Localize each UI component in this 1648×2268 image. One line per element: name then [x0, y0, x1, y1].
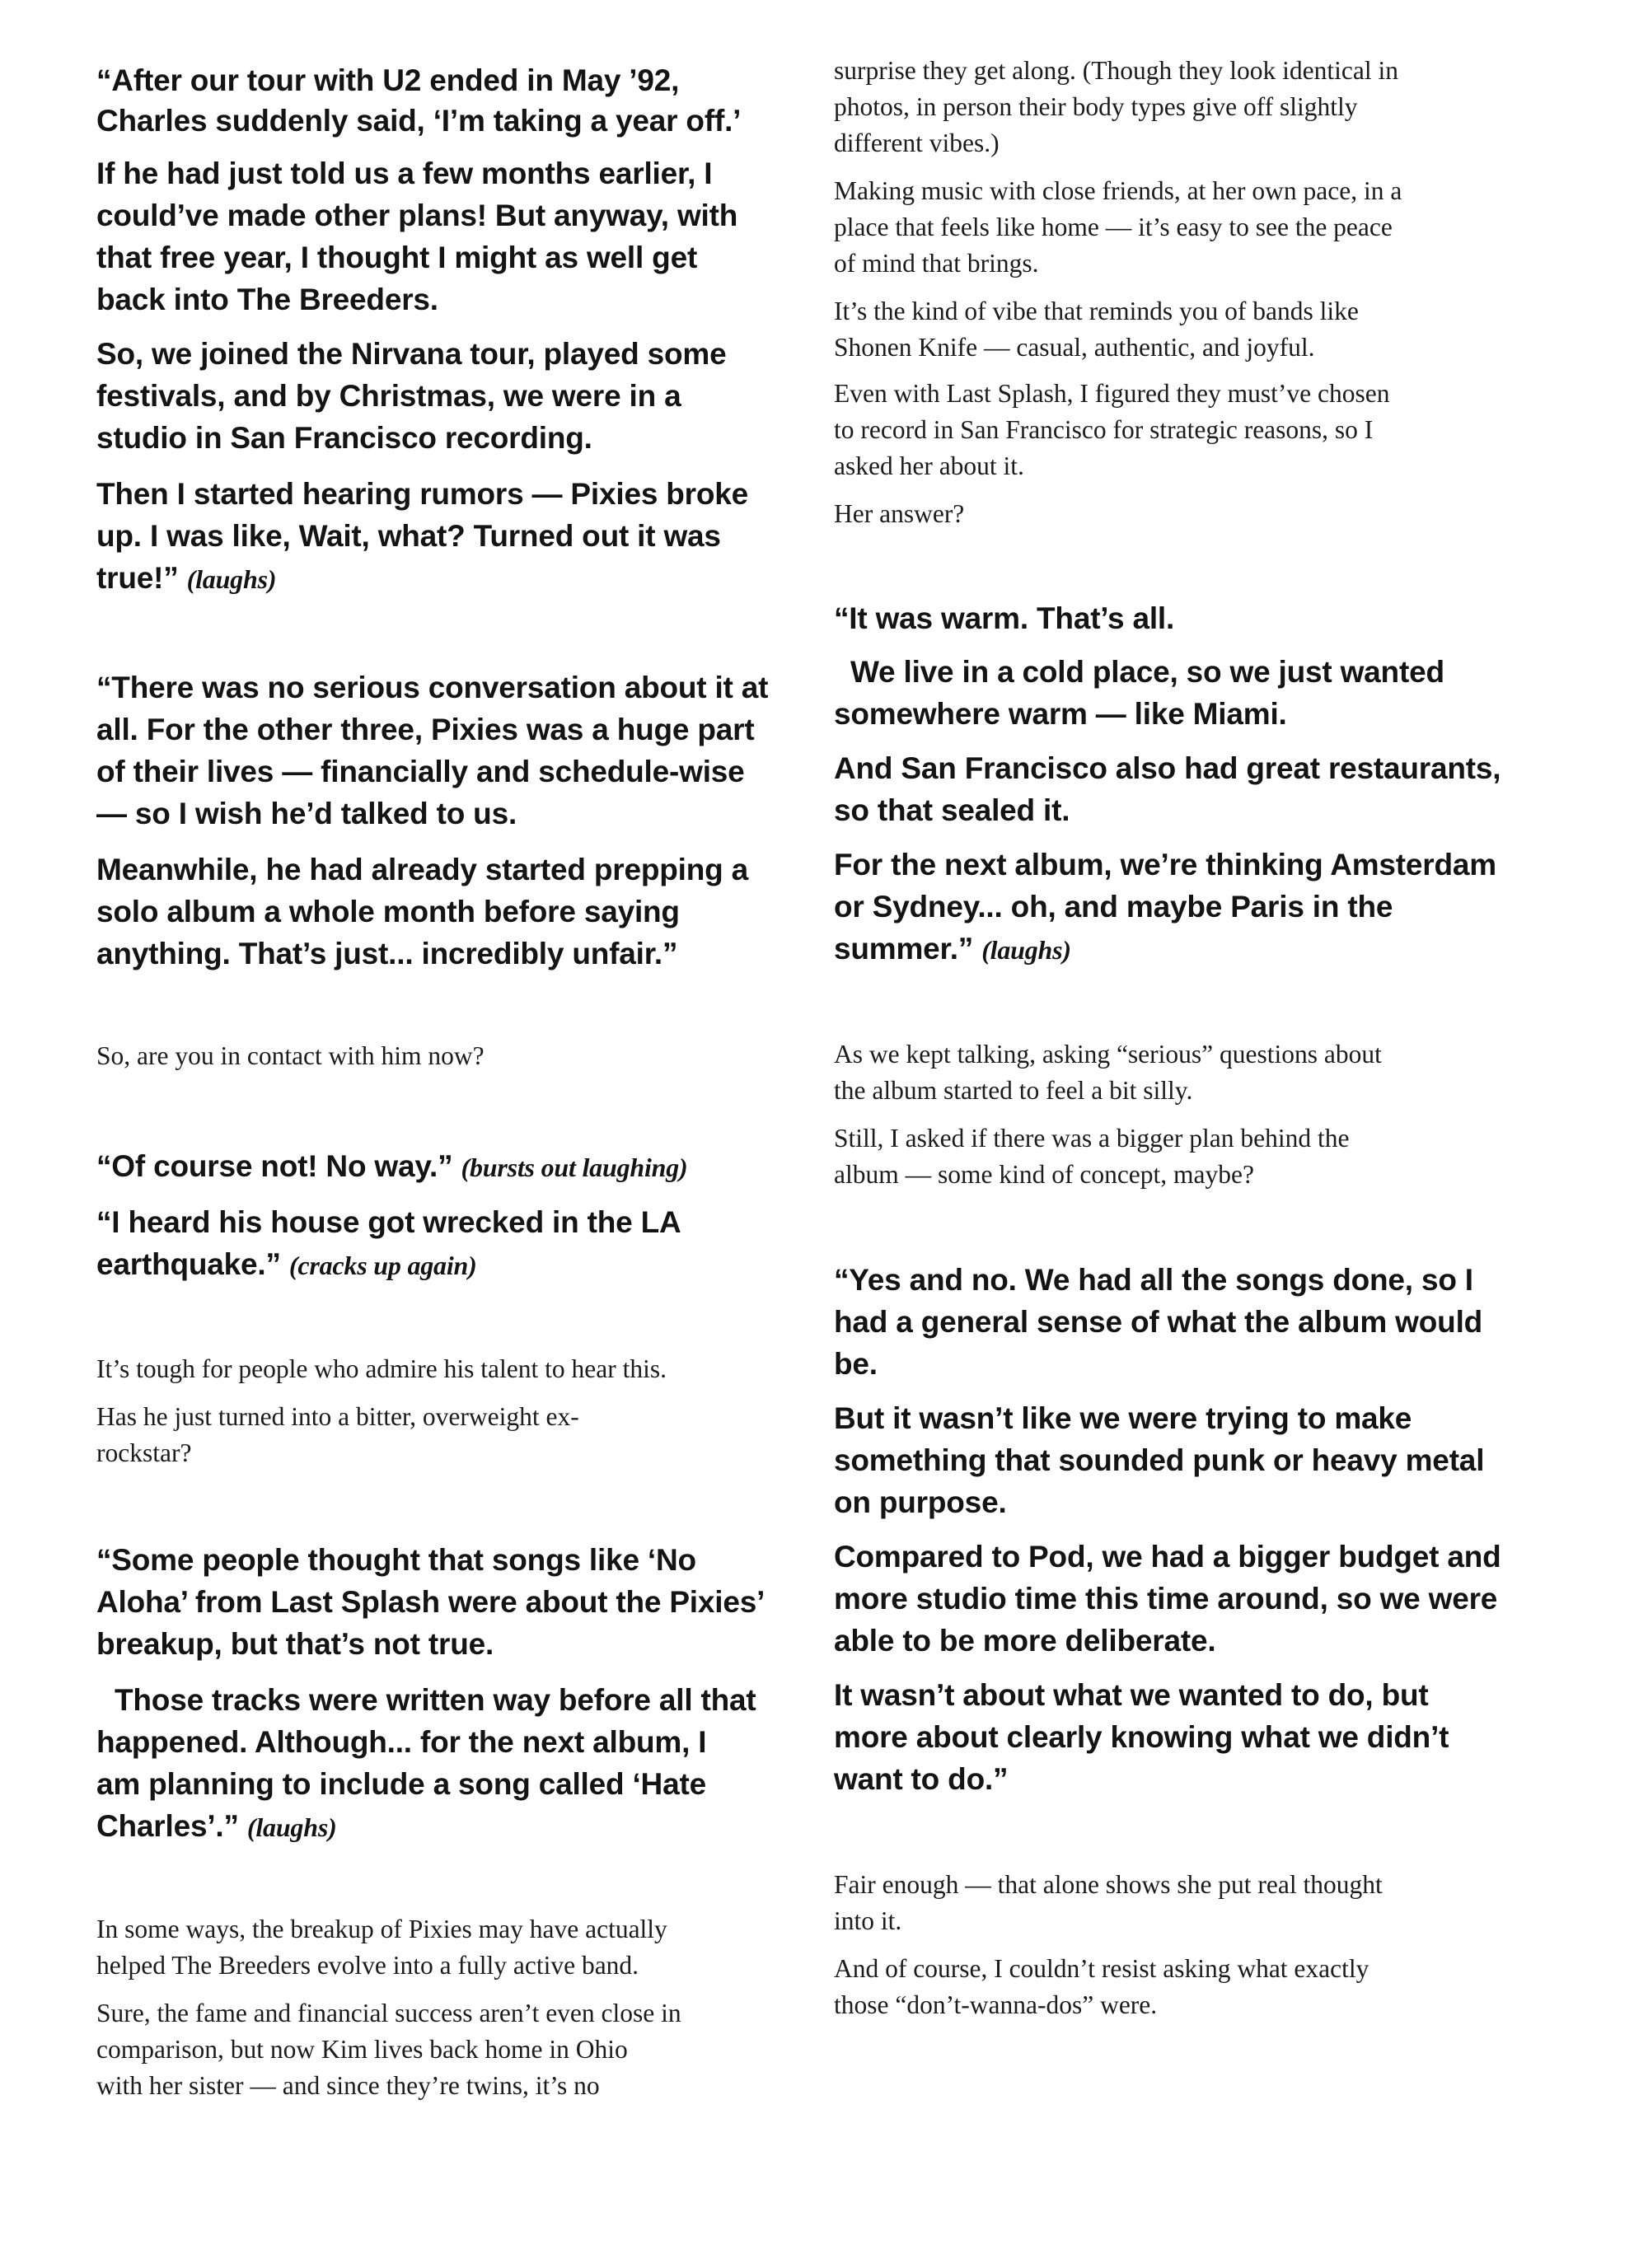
stage-direction: (laughs): [186, 564, 277, 594]
narration-line: Shonen Knife — casual, authentic, and joyful.: [834, 333, 1315, 362]
quote-line: So, we joined the Nirvana tour, played some: [96, 337, 727, 371]
narration-line: photos, in person their body types give off slightly: [834, 92, 1358, 121]
quote-line: festivals, and by Christmas, we were in a: [96, 379, 681, 413]
narration-line: those “don’t-wanna-dos” were.: [834, 1990, 1158, 2019]
quote-line: Meanwhile, he had already started prepping a: [96, 853, 749, 886]
narration-line: helped The Breeders evolve into a fully active band.: [96, 1951, 639, 1980]
quote-line: up. I was like, Wait, what? Turned out it was: [96, 519, 721, 553]
quote-line: “I heard his house got wrecked in the LA: [96, 1205, 681, 1239]
narration-line: It’s tough for people who admire his talent to hear this.: [96, 1354, 667, 1383]
quote-line: Compared to Pod, we had a bigger budget and: [834, 1540, 1501, 1574]
quote-line: [834, 928, 1071, 971]
narration-line: It’s the kind of vibe that reminds you of bands like: [834, 297, 1359, 325]
narration-line: to record in San Francisco for strategic reasons, so I: [834, 415, 1374, 444]
narration-line: surprise they get along. (Though they look identical in: [834, 56, 1398, 85]
narration-line: As we kept talking, asking “serious” questions about: [834, 1040, 1382, 1069]
quote-line: Charles suddenly said, ‘I’m taking a year off.’: [96, 104, 742, 138]
quote-line: Those tracks were written way before all that: [115, 1683, 756, 1717]
narration-line: Even with Last Splash, I figured they must’ve chosen: [834, 379, 1390, 408]
quote-line: [96, 557, 276, 601]
quote-text: “Of course not! No way.”: [96, 1149, 453, 1183]
quote-line: “It was warm. That’s all.: [834, 601, 1175, 635]
narration-line: album — some kind of concept, maybe?: [834, 1160, 1254, 1189]
quote-line: able to be more deliberate.: [834, 1624, 1216, 1658]
narration-line: asked her about it.: [834, 451, 1024, 480]
quote-line: [96, 1243, 477, 1287]
quote-line: Then I started hearing rumors — Pixies broke: [96, 477, 749, 511]
quote-line: breakup, but that’s not true.: [96, 1627, 494, 1661]
narration-line: Has he just turned into a bitter, overweight ex-: [96, 1402, 579, 1431]
quote-line: solo album a whole month before saying: [96, 895, 680, 928]
narration-line: different vibes.): [834, 129, 1000, 157]
narration-line: comparison, but now Kim lives back home in Ohio: [96, 2035, 628, 2064]
quote-line: — so I wish he’d talked to us.: [96, 797, 517, 830]
narration-line: Fair enough — that alone shows she put real thought: [834, 1870, 1383, 1899]
narration-line: with her sister — and since they’re twins, it’s no: [96, 2071, 600, 2100]
narration-line: rockstar?: [96, 1438, 192, 1467]
quote-line: But it wasn’t like we were trying to make: [834, 1401, 1412, 1435]
quote-line: back into The Breeders.: [96, 283, 438, 316]
narration-line: Still, I asked if there was a bigger plan behind the: [834, 1124, 1350, 1153]
quote-line: And San Francisco also had great restaurants,: [834, 751, 1501, 785]
narration-line: In some ways, the breakup of Pixies may have actually: [96, 1915, 667, 1943]
quote-text: Charles’.”: [96, 1809, 239, 1843]
quote-line: Aloha’ from Last Splash were about the Pixies’: [96, 1585, 765, 1619]
quote-line: happened. Although... for the next album, I: [96, 1725, 707, 1759]
quote-line: It wasn’t about what we wanted to do, but: [834, 1678, 1429, 1712]
narration-line: Making music with close friends, at her own pace, in a: [834, 176, 1402, 205]
quote-line: be.: [834, 1347, 878, 1381]
quote-line: studio in San Francisco recording.: [96, 421, 592, 455]
narration-line: Her answer?: [834, 499, 965, 528]
quote-text: true!”: [96, 561, 179, 595]
quote-line: all. For the other three, Pixies was a huge part: [96, 713, 755, 746]
quote-line: that free year, I thought I might as well get: [96, 241, 698, 274]
quote-line: [96, 1805, 337, 1849]
quote-line: of their lives — financially and schedule-wise: [96, 755, 745, 788]
quote-line: could’ve made other plans! But anyway, with: [96, 199, 738, 232]
quote-line: “Some people thought that songs like ‘No: [96, 1543, 696, 1577]
quote-line: For the next album, we’re thinking Amsterdam: [834, 848, 1496, 881]
quote-line: so that sealed it.: [834, 793, 1070, 827]
quote-line: If he had just told us a few months earlier, I: [96, 157, 713, 190]
narration-line: And of course, I couldn’t resist asking what exactly: [834, 1954, 1369, 1983]
quote-line: anything. That’s just... incredibly unfair.”: [96, 937, 678, 970]
stage-direction: (cracks up again): [288, 1251, 477, 1280]
narration-line: of mind that brings.: [834, 249, 1039, 278]
narration-line: Sure, the fame and financial success aren’t even close in: [96, 1999, 681, 2027]
quote-line: want to do.”: [834, 1762, 1009, 1796]
quote-line: more studio time this time around, so we were: [834, 1582, 1498, 1616]
narration-line: the album started to feel a bit silly.: [834, 1076, 1193, 1105]
quote-line: or Sydney... oh, and maybe Paris in the: [834, 890, 1393, 924]
stage-direction: (laughs): [981, 935, 1071, 965]
stage-direction: (bursts out laughing): [461, 1153, 688, 1182]
quote-line: [96, 1145, 688, 1189]
quote-line: “There was no serious conversation about it at: [96, 671, 769, 704]
quote-line: on purpose.: [834, 1485, 1007, 1519]
narration-line: place that feels like home — it’s easy to see the peace: [834, 213, 1393, 241]
narration-line: into it.: [834, 1906, 902, 1935]
quote-text: earthquake.”: [96, 1247, 281, 1281]
quote-line: “After our tour with U2 ended in May ’92,: [96, 63, 680, 97]
quote-line: something that sounded punk or heavy metal: [834, 1443, 1485, 1477]
quote-line: had a general sense of what the album would: [834, 1305, 1483, 1339]
quote-line: am planning to include a song called ‘Hate: [96, 1767, 706, 1801]
quote-line: somewhere warm — like Miami.: [834, 697, 1287, 731]
quote-line: We live in a cold place, so we just wanted: [850, 655, 1444, 689]
quote-line: “Yes and no. We had all the songs done, so I: [834, 1263, 1473, 1297]
quote-text: summer.”: [834, 932, 974, 966]
stage-direction: (laughs): [246, 1812, 337, 1842]
narration-line: So, are you in contact with him now?: [96, 1041, 485, 1070]
quote-line: more about clearly knowing what we didn’t: [834, 1720, 1449, 1754]
